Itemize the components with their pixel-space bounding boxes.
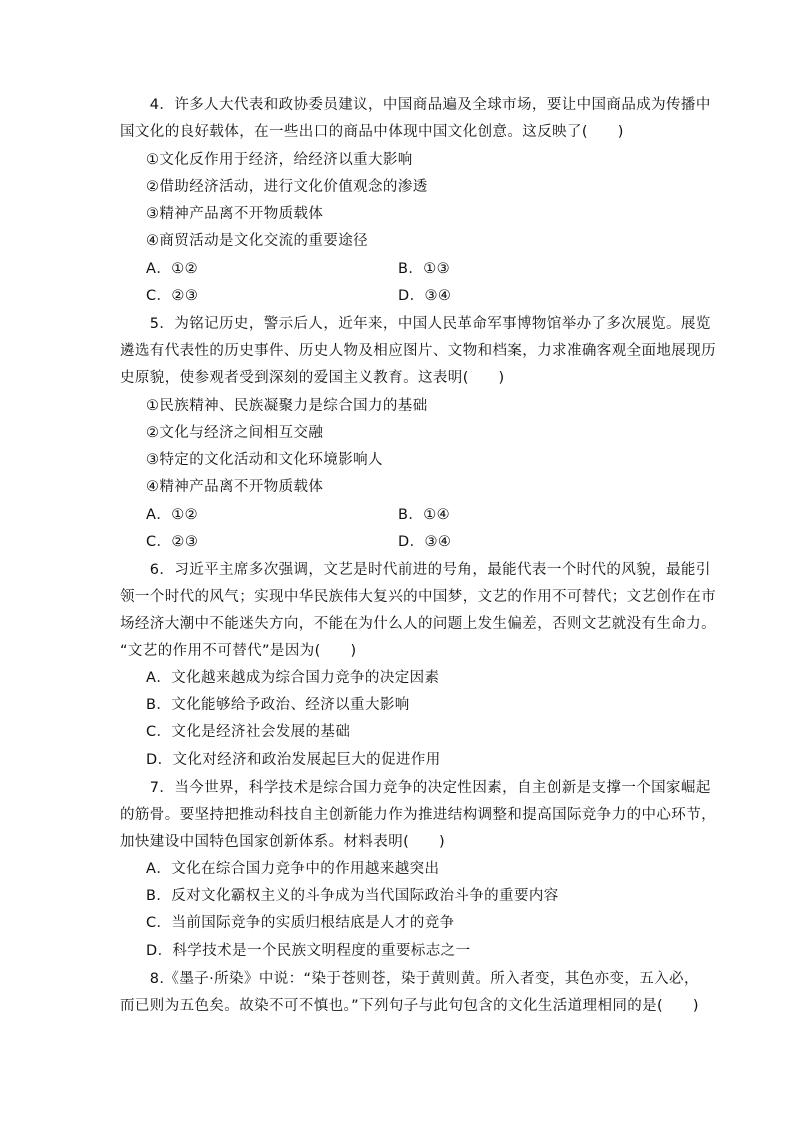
q6-stem-line-2: 领一个时代的风气；实现中华民族伟大复兴的中国梦，文艺的作用不可替代；文艺创作在市 xyxy=(120,589,716,605)
q7-choice-b: B．反对文化霸权主义的斗争成为当代国际政治斗争的重要内容 xyxy=(146,888,559,904)
q4-choice-b: B．①③ xyxy=(398,261,451,277)
q7-choice-a: A．文化在综合国力竞争中的作用越来越突出 xyxy=(146,861,440,877)
q6-stem-line-1: 6．习近平主席多次强调，文艺是时代前进的号角，最能代表一个时代的风貌，最能引 xyxy=(120,562,711,578)
q6-choice-d: D．文化对经济和政治发展起巨大的促进作用 xyxy=(146,752,441,768)
q4-stem-line-1: 4．许多人大代表和政协委员建议，中国商品遍及全球市场，要让中国商品成为传播中 xyxy=(120,97,711,113)
q7-choice-c: C．当前国际竞争的实质归根结底是人才的竞争 xyxy=(146,915,455,931)
q4-choice-d: D．③④ xyxy=(398,288,452,304)
q8-stem-line-2: 而已则为五色矣。故染不可不慎也。”下列句子与此句包含的文化生活道理相同的是( ) xyxy=(120,998,699,1014)
q5-choice-a: A．①② xyxy=(146,507,199,523)
q4-choice-a: A．①② xyxy=(146,261,199,277)
q8-stem-line-1: 8.《墨子·所染》中说：“染于苍则苍，染于黄则黄。所入者变，其色亦变，五入必， xyxy=(120,971,699,987)
q4-statement-2: ②借助经济活动，进行文化价值观念的渗透 xyxy=(146,179,428,195)
q7-stem-line-1: 7．当今世界，科学技术是综合国力竞争的决定性因素，自主创新是支撑一个国家崛起 xyxy=(120,780,711,796)
q5-choice-c: C．②③ xyxy=(146,534,199,550)
q4-stem-line-2: 国文化的良好载体，在一些出口的商品中体现中国文化创意。这反映了( ) xyxy=(120,124,624,140)
q6-choice-c: C．文化是经济社会发展的基础 xyxy=(146,724,351,740)
q5-choice-b: B．①④ xyxy=(398,507,451,523)
q5-statement-3: ③特定的文化活动和文化环境影响人 xyxy=(146,452,383,468)
q5-choice-d: D．③④ xyxy=(398,534,452,550)
q5-statement-1: ①民族精神、民族凝聚力是综合国力的基础 xyxy=(146,398,428,414)
q6-stem-line-3: 场经济大潮中不能迷失方向，不能在为什么人的问题上发生偏差，否则文艺就没有生命力。 xyxy=(120,616,716,632)
q7-choice-d: D．科学技术是一个民族文明程度的重要标志之一 xyxy=(146,943,471,959)
q6-choice-a: A．文化越来越成为综合国力竞争的决定因素 xyxy=(146,670,440,686)
q7-stem-line-3: 加快建设中国特色国家创新体系。材料表明( ) xyxy=(120,834,446,850)
q4-statement-1: ①文化反作用于经济，给经济以重大影响 xyxy=(146,152,413,168)
q5-stem-line-3: 史原貌，使参观者受到深刻的爱国主义教育。这表明( ) xyxy=(120,370,505,386)
q4-statement-3: ③精神产品离不开物质载体 xyxy=(146,206,324,222)
q4-choice-c: C．②③ xyxy=(146,288,199,304)
q5-statement-2: ②文化与经济之间相互交融 xyxy=(146,425,324,441)
q6-stem-line-4: “文艺的作用不可替代”是因为( ) xyxy=(120,643,357,659)
q6-choice-b: B．文化能够给予政治、经济以重大影响 xyxy=(146,697,410,713)
q4-statement-4: ④商贸活动是文化交流的重要途径 xyxy=(146,233,368,249)
q7-stem-line-2: 的筋骨。要坚持把推动科技自主创新能力作为推进结构调整和提高国际竞争力的中心环节， xyxy=(120,807,716,823)
q5-stem-line-1: 5．为铭记历史，警示后人，近年来，中国人民革命军事博物馆举办了多次展览。展览 xyxy=(120,316,711,332)
q5-stem-line-2: 遴选有代表性的历史事件、历史人物及相应图片、文物和档案，力求准确客观全面地展现历 xyxy=(120,343,716,359)
q5-statement-4: ④精神产品离不开物质载体 xyxy=(146,479,324,495)
